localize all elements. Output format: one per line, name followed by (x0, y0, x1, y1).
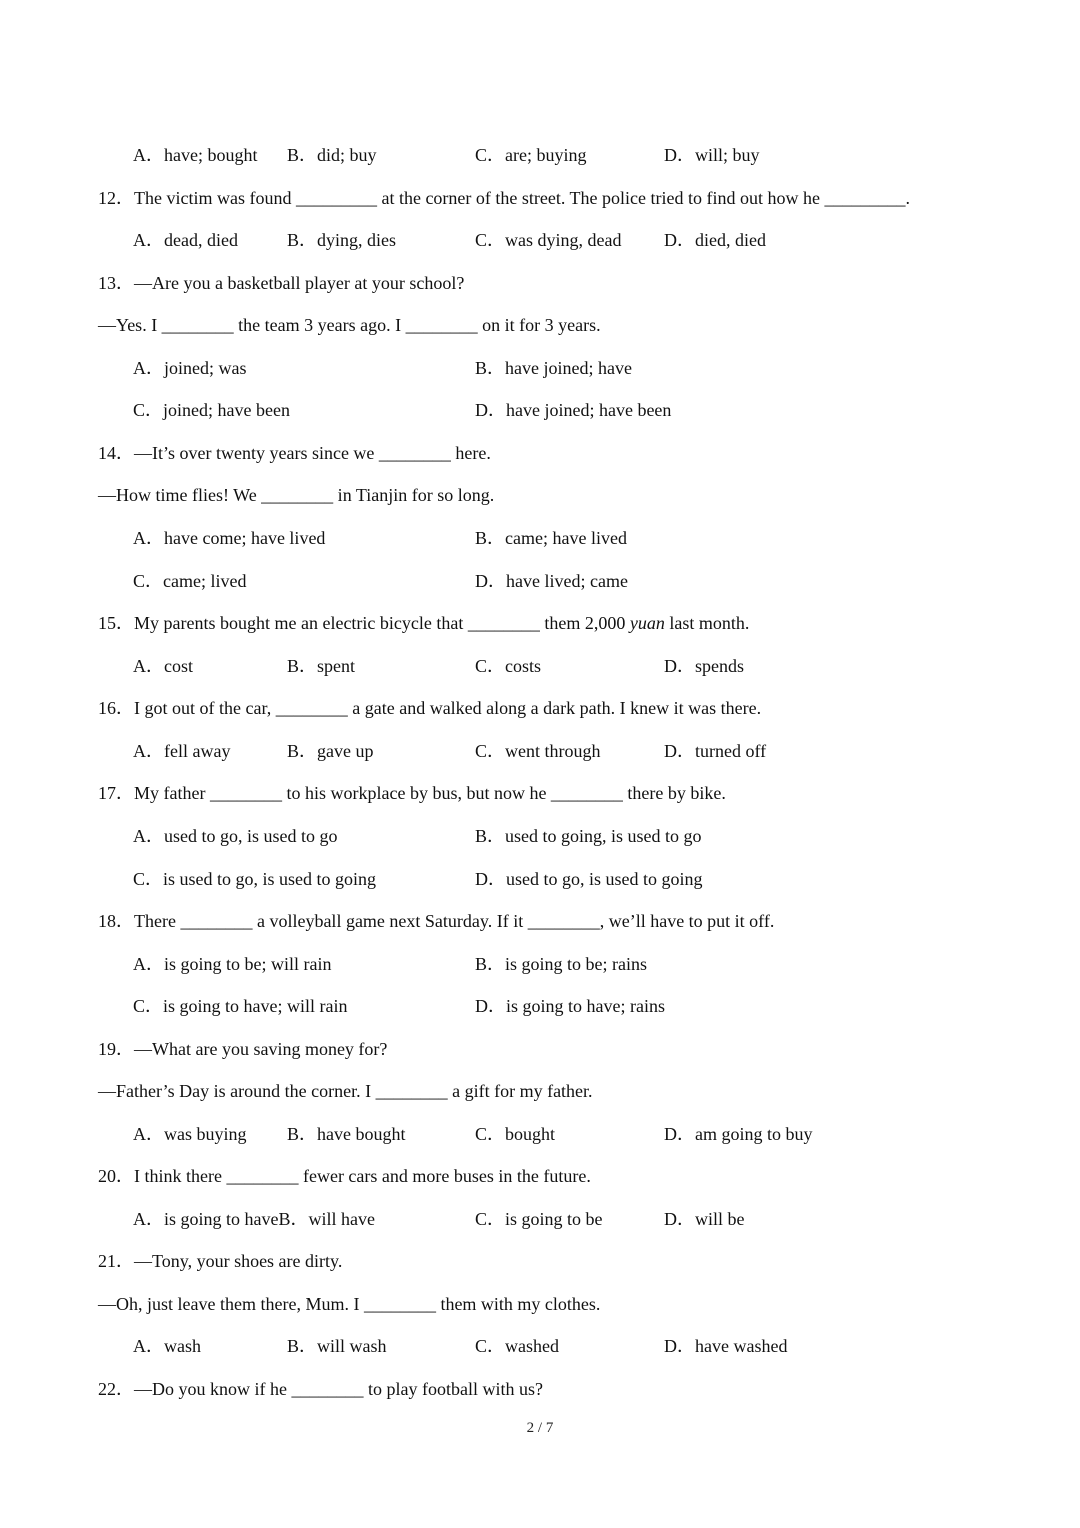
q14-option-a: A．have come; have lived (133, 528, 326, 548)
q17-option-b: B．used to going, is used to go (475, 826, 702, 846)
q21-option-a: A．wash (133, 1336, 201, 1356)
q18-stem: 18．There ________ a volleyball game next Saturday. If it ________, we’ll have to put it off. (98, 911, 775, 931)
q16-option-d: D．turned off (664, 741, 767, 761)
q17-option-c: C．is used to go, is used to going (133, 869, 377, 889)
q15-stem-after: last month. (664, 613, 750, 633)
q18-option-b: B．is going to be; rains (475, 954, 647, 974)
q21-stem-reply: —Oh, just leave them there, Mum. I ________ them with my clothes. (98, 1294, 601, 1314)
q12-option-b: B．dying, dies (287, 230, 397, 250)
q18-option-a: A．is going to be; will rain (133, 954, 332, 974)
q14-option-b: B．came; have lived (475, 528, 627, 548)
q14-option-c: C．came; lived (133, 571, 247, 591)
q18-option-c: C．is going to have; will rain (133, 996, 348, 1016)
q13-option-a: A．joined; was (133, 358, 247, 378)
q17-option-d: D．used to go, is used to going (475, 869, 703, 889)
q15-option-d: D．spends (664, 656, 744, 676)
q20-option-ab: A．is going to haveB．will have (133, 1209, 375, 1229)
q11-option-a: A．have; bought (133, 145, 258, 165)
q21-option-c: C．washed (475, 1336, 559, 1356)
page-number: 2 / 7 (526, 1420, 554, 1436)
q16-option-a: A．fell away (133, 741, 231, 761)
q13-option-b: B．have joined; have (475, 358, 632, 378)
q20-option-c: C．is going to be (475, 1209, 603, 1229)
q15-option-b: B．spent (287, 656, 356, 676)
q14-option-d: D．have lived; came (475, 571, 628, 591)
q13-option-c: C．joined; have been (133, 400, 290, 420)
q15-option-c: C．costs (475, 656, 542, 676)
q16-stem: 16．I got out of the car, ________ a gate and walked along a dark path. I knew it was there. (98, 698, 762, 718)
q13-stem: 13．—Are you a basketball player at your school? (98, 273, 465, 293)
q12-option-a: A．dead, died (133, 230, 238, 250)
q19-option-c: C．bought (475, 1124, 556, 1144)
q19-stem: 19．—What are you saving money for? (98, 1039, 388, 1059)
q20-option-d: D．will be (664, 1209, 745, 1229)
q19-option-d: D．am going to buy (664, 1124, 813, 1144)
q14-stem: 14．—It’s over twenty years since we ________ here. (98, 443, 491, 463)
q16-option-c: C．went through (475, 741, 601, 761)
q12-option-c: C．was dying, dead (475, 230, 622, 250)
q17-stem: 17．My father ________ to his workplace by bus, but now he ________ there by bike. (98, 783, 726, 803)
q15-stem-before: 15．My parents bought me an electric bicycle that ________ them 2,000 (98, 613, 630, 633)
q11-option-d: D．will; buy (664, 145, 760, 165)
q12-option-d: D．died, died (664, 230, 766, 250)
q16-option-b: B．gave up (287, 741, 374, 761)
q22-stem: 22．—Do you know if he ________ to play football with us? (98, 1379, 543, 1399)
q20-stem: 20．I think there ________ fewer cars and more buses in the future. (98, 1166, 591, 1186)
q21-option-d: D．have washed (664, 1336, 788, 1356)
q13-option-d: D．have joined; have been (475, 400, 672, 420)
q15-stem-italic: yuan (629, 613, 665, 633)
q14-stem-reply: —How time flies! We ________ in Tianjin for so long. (98, 485, 495, 505)
q19-option-a: A．was buying (133, 1124, 247, 1144)
q15-stem (98, 612, 749, 634)
q21-stem: 21．—Tony, your shoes are dirty. (98, 1251, 343, 1271)
q13-stem-reply: —Yes. I ________ the team 3 years ago. I ________ on it for 3 years. (98, 315, 601, 335)
q12-stem: 12．The victim was found _________ at the corner of the street. The police tried to find out how he _________. (98, 188, 910, 208)
q18-option-d: D．is going to have; rains (475, 996, 665, 1016)
q15-option-a: A．cost (133, 656, 193, 676)
q11-option-c: C．are; buying (475, 145, 587, 165)
q17-option-a: A．used to go, is used to go (133, 826, 338, 846)
q21-option-b: B．will wash (287, 1336, 387, 1356)
q19-stem-reply: —Father’s Day is around the corner. I ________ a gift for my father. (98, 1081, 593, 1101)
q19-option-b: B．have bought (287, 1124, 406, 1144)
q11-option-b: B．did; buy (287, 145, 377, 165)
